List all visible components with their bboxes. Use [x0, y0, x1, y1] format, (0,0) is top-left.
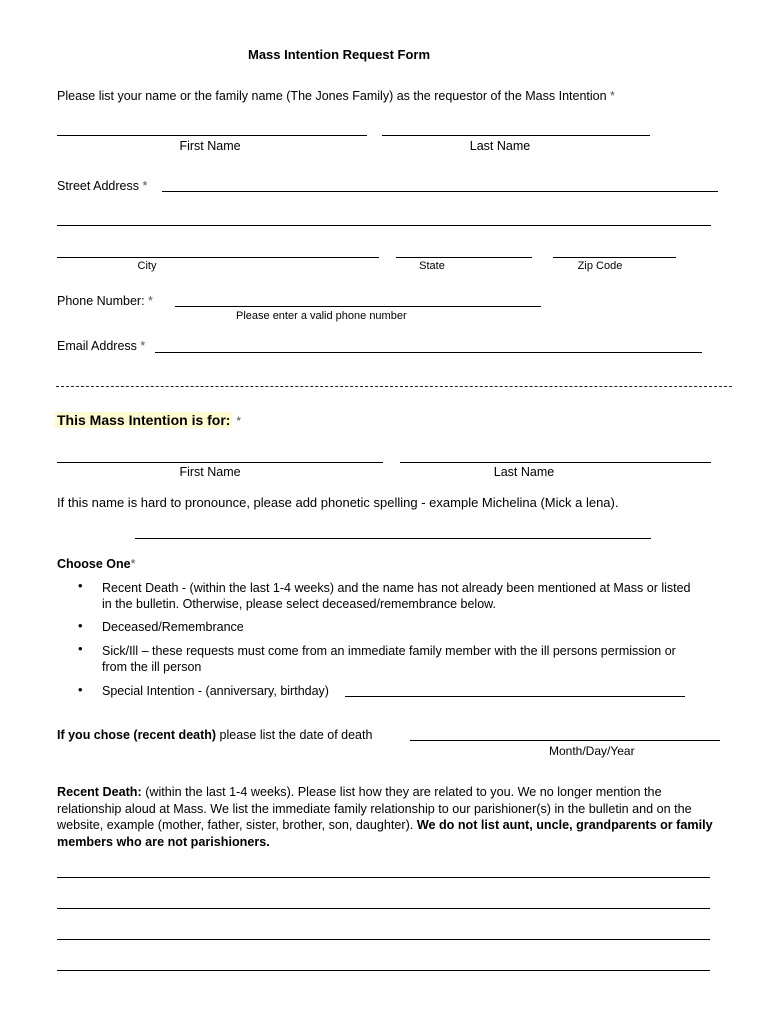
- zip-field[interactable]: [553, 257, 676, 258]
- email-field[interactable]: [155, 352, 702, 353]
- phone-label: Phone Number: *: [57, 294, 153, 308]
- intention-last-name-label: Last Name: [493, 465, 555, 479]
- intention-for-heading: This Mass Intention is for: *: [57, 412, 242, 428]
- zip-label: Zip Code: [577, 260, 623, 272]
- street-address-field[interactable]: [162, 191, 718, 192]
- date-of-death-prompt: If you chose (recent death) please list the date of death: [57, 728, 373, 742]
- required-mark: *: [610, 89, 615, 103]
- option-bullet: •: [78, 682, 83, 697]
- state-label: State: [419, 260, 445, 272]
- relationship-line-2[interactable]: [57, 908, 710, 909]
- option-recent-death[interactable]: Recent Death - (within the last 1-4 weeks) and the name has not already been mentioned at Mass or listed in the bulletin. Otherwise, please select deceased/remembrance below.: [102, 581, 691, 611]
- requestor-first-name-field[interactable]: [57, 135, 367, 136]
- requestor-last-name-field[interactable]: [382, 135, 650, 136]
- option-sick-ill[interactable]: Sick/Ill – these requests must come from an immediate family member with the ill persons permission or from the ill person: [102, 644, 676, 674]
- option-bullet: •: [78, 578, 83, 593]
- city-field[interactable]: [57, 257, 379, 258]
- form-title: Mass Intention Request Form: [248, 47, 431, 62]
- phone-field[interactable]: [175, 306, 541, 307]
- phonetic-spelling-field[interactable]: [135, 538, 651, 539]
- requestor-first-name-label: First Name: [179, 139, 241, 153]
- choose-one-label: Choose One*: [57, 557, 136, 571]
- relationship-line-3[interactable]: [57, 939, 710, 940]
- phonetic-prompt: If this name is hard to pronounce, please add phonetic spelling - example Michelina (Mick a lena).: [57, 495, 619, 510]
- requestor-last-name-label: Last Name: [469, 139, 531, 153]
- option-deceased-remembrance[interactable]: Deceased/Remembrance: [102, 620, 244, 634]
- date-format-label: Month/Day/Year: [549, 744, 635, 758]
- recent-death-instructions: Recent Death: (within the last 1-4 weeks). Please list how they are related to you. We no longer mention the relationship aloud at Mass. We list the immediate family relationship to our parishioner(s) in the bulletin and on the website, example (mother, father, sister, brother, son, daughter). We do not list aunt, uncle, grandparents or family members who are not parishioners.: [57, 785, 713, 849]
- requestor-prompt-text: Please list your name or the family name (The Jones Family) as the requestor of the Mass Intention: [57, 89, 607, 103]
- city-label: City: [137, 260, 157, 272]
- street-address-label: Street Address *: [57, 179, 148, 193]
- intention-first-name-field[interactable]: [57, 462, 383, 463]
- phone-hint: Please enter a valid phone number: [236, 310, 407, 322]
- section-divider: [56, 386, 732, 387]
- special-intention-field[interactable]: [345, 696, 685, 697]
- intention-first-name-label: First Name: [179, 465, 241, 479]
- option-special-intention[interactable]: Special Intention - (anniversary, birthday): [102, 684, 329, 698]
- email-label: Email Address *: [57, 339, 146, 353]
- relationship-line-1[interactable]: [57, 877, 710, 878]
- relationship-line-4[interactable]: [57, 970, 710, 971]
- option-bullet: •: [78, 641, 83, 656]
- intention-last-name-field[interactable]: [400, 462, 711, 463]
- requestor-prompt: [57, 89, 615, 103]
- date-of-death-field[interactable]: [410, 740, 720, 741]
- state-field[interactable]: [396, 257, 532, 258]
- street-address-line-2-field[interactable]: [57, 225, 711, 226]
- option-bullet: •: [78, 618, 83, 633]
